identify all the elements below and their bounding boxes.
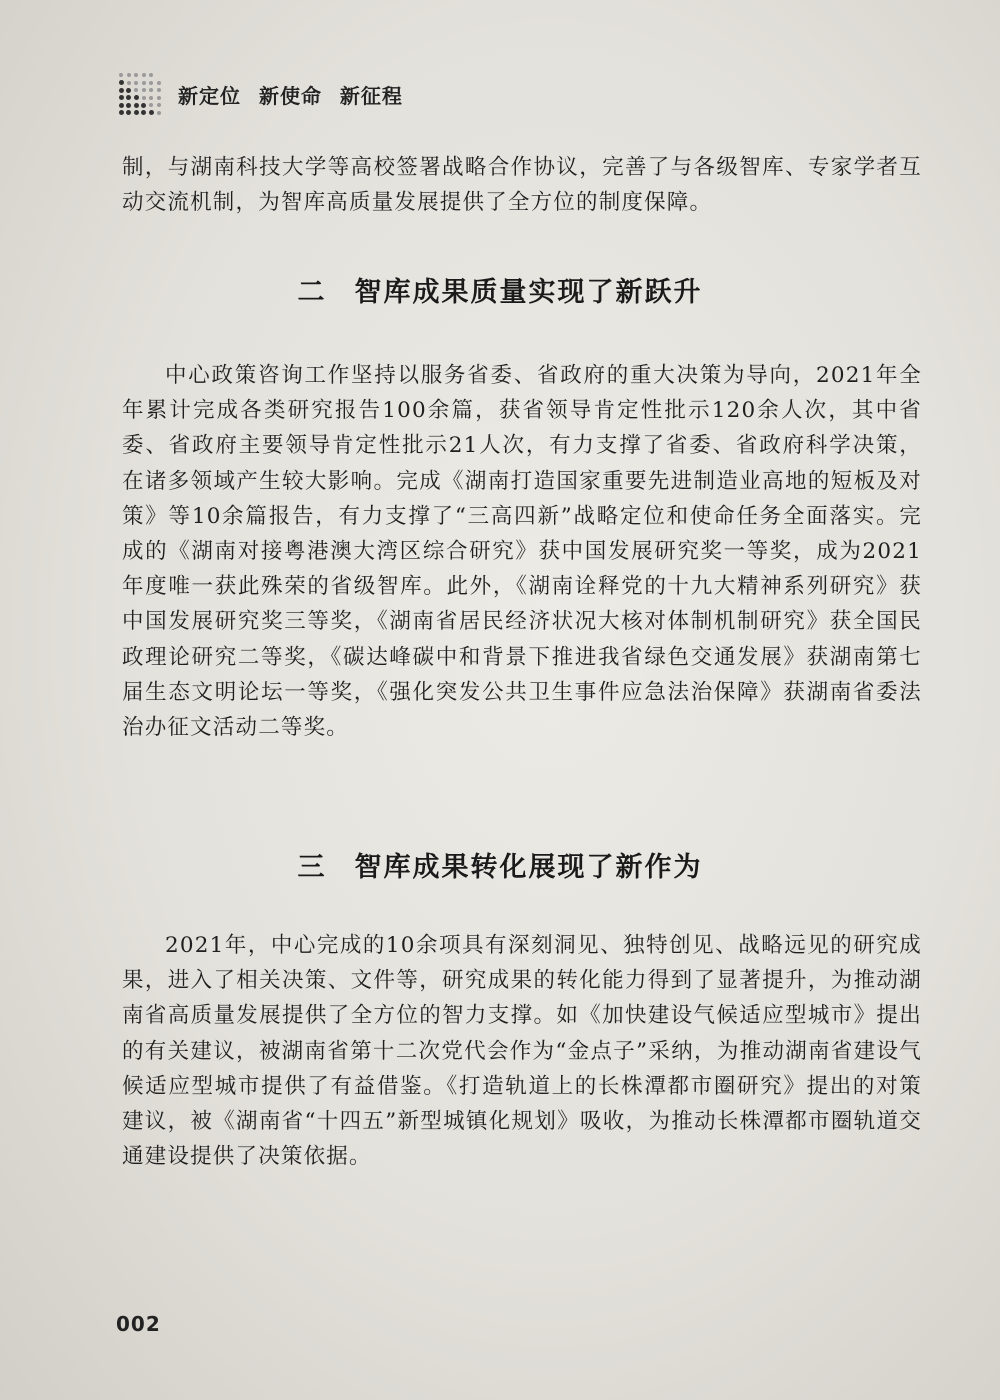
section-3-body [122, 928, 922, 1174]
intro-paragraph-block [122, 150, 922, 220]
section-2-number: 二 [297, 277, 327, 308]
section-3-title: 智库成果转化展现了新作为 [354, 852, 703, 883]
running-title: 新定位 新使命 新征程 [178, 83, 403, 108]
section-3-paragraph: 2021年，中心完成的10余项具有深刻洞见、独特创见、战略远见的研究成果，进入了相关决策、文件等，研究成果的转化能力得到了显著提升，为推动湖南省高质量发展提供了全方位的智力支撑。如《加快建设气候适应型城市》提出的有关建议，被湖南省第十二次党代会作为“金点子”采纳，为推动湖南省建设气候适应型城市提供了有益借鉴。《打造轨道上的长株潭都市圈研究》提出的对策建议，被《湖南省“十四五”新型城镇化规划》吸收，为推动长株潭都市圈轨道交通建设提供了决策依据。 [122, 933, 922, 1170]
running-header [118, 72, 403, 116]
section-2-heading [0, 270, 1000, 309]
section-3-number: 三 [297, 852, 327, 883]
intro-paragraph: 制，与湖南科技大学等高校签署战略合作协议，完善了与各级智库、专家学者互动交流机制，为智库高质量发展提供了全方位的制度保障。 [122, 155, 922, 216]
section-2-body [122, 358, 922, 745]
page-number: 002 [116, 1312, 161, 1336]
section-2-title: 智库成果质量实现了新跃升 [354, 277, 703, 308]
section-2-paragraph: 中心政策咨询工作坚持以服务省委、省政府的重大决策为导向，2021年全年累计完成各类研究报告100余篇，获省领导肯定性批示120余人次，其中省委、省政府主要领导肯定性批示21人次，有力支撑了省委、省政府科学决策，在诸多领域产生较大影响。完成《湖南打造国家重要先进制造业高地的短板及对策》等10余篇报告，有力支撑了“三高四新”战略定位和使命任务全面落实。完成的《湖南对接粤港澳大湾区综合研究》获中国发展研究奖一等奖，成为2021年度唯一获此殊荣的省级智库。此外，《湖南诠释党的十九大精神系列研究》获中国发展研究奖三等奖，《湖南省居民经济状况大核对体制机制研究》获全国民政理论研究二等奖，《碳达峰碳中和背景下推进我省绿色交通发展》获湖南第七届生态文明论坛一等奖，《强化突发公共卫生事件应急法治保障》获湖南省委法治办征文活动二等奖。 [122, 363, 922, 741]
section-3-heading [0, 845, 1000, 884]
dot-grid-icon [118, 72, 162, 116]
